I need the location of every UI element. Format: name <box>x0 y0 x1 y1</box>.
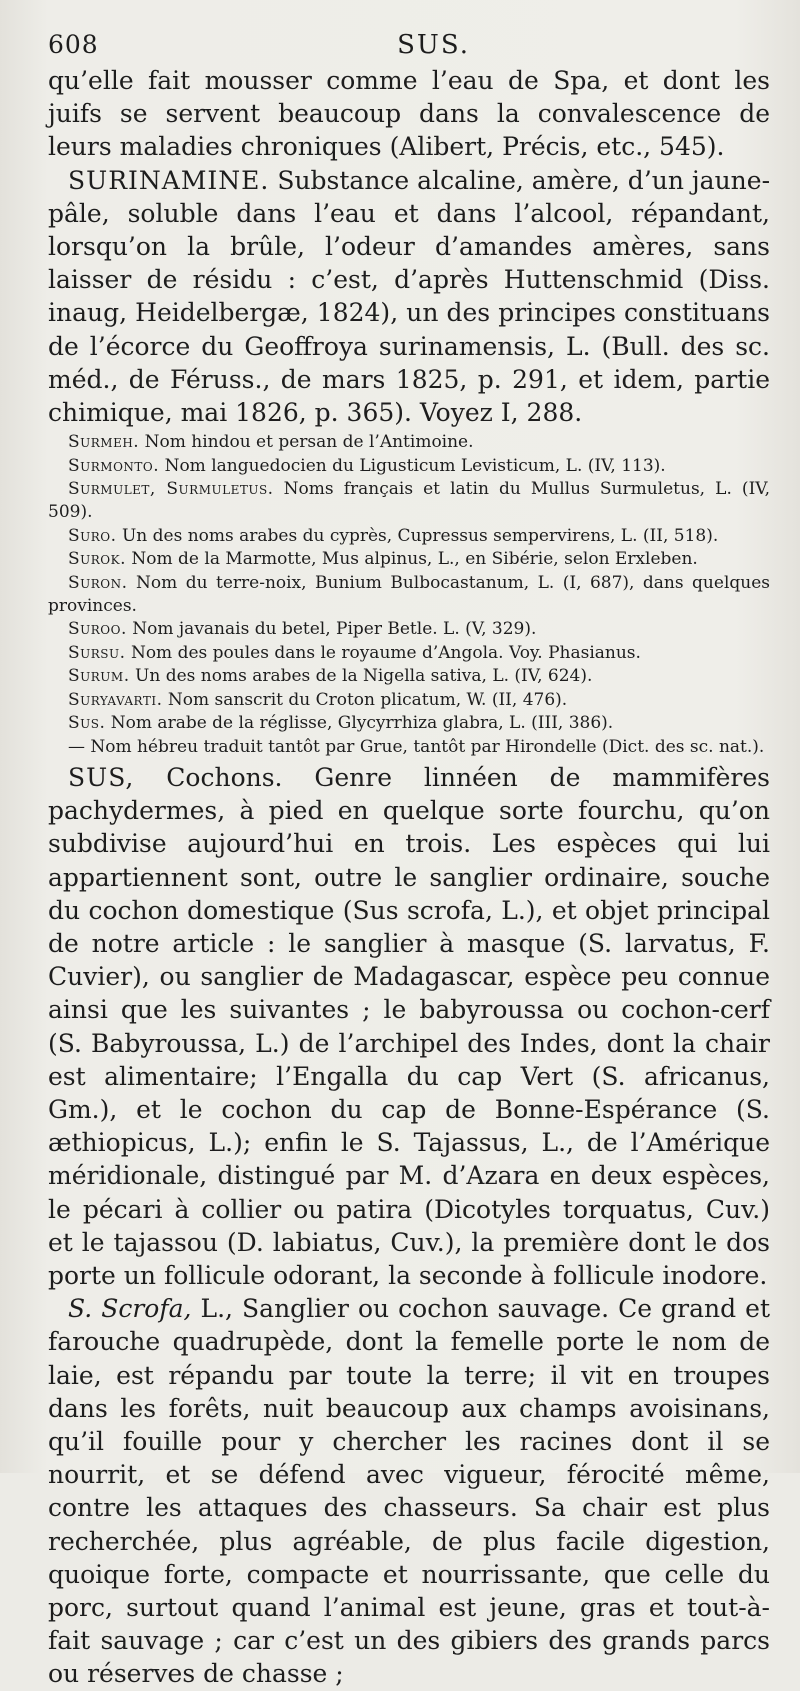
entry-dash: — <box>68 736 85 757</box>
entry-text: Cochons. Genre linnéen de mammifères pachydermes, à pied en quelque sorte fourchu, qu’on subdivise aujourd’hui en trois. Les espèces qui lui appartiennent sont, outre le sanglier ordinaire, souche du cochon domestique (Sus scrofa, L.), et objet principal de notre article : le sanglier à masque (S. larvatus, F. Cuvier), ou sanglier de Madagascar, espèce peu connue ainsi que les suivantes ; le babyroussa ou cochon-cerf (S. Babyroussa, L.) de l’archipel des Indes, dont la chair est alimentaire; l’Engalla du cap Vert (S. africanus, Gm.), et le cochon du cap de Bonne-Espérance (S. æthiopicus, L.); enfin le S. Tajassus, L., de l’Amérique méridionale, distingué par M. d’Azara en deux espèces, le pécari à collier ou patira (Dicotyles torquatus, Cuv.) et le tajassou (D. labiatus, Cuv.), la première dont le dos porte un follicule odorant, la seconde à follicule inodore. <box>48 762 770 1290</box>
entry-headword: Surmulet, Surmuletus. <box>68 479 274 500</box>
entry-headword: Surmonto. <box>68 455 160 476</box>
entry-headword: SUS, <box>68 762 135 792</box>
entry-headword: Suro. <box>68 525 117 546</box>
list-item: Surok. Nom de la Marmotte, Mus alpinus, L., en Sibérie, selon Erxleben. <box>68 549 698 570</box>
running-title: SUS. <box>397 30 470 60</box>
list-item: Suron. Nom du terre-noix, Bunium Bulbocastanum, L. (I, 687), dans quelques provinces. <box>48 572 770 617</box>
entry-headword: Suryavarti. <box>68 689 163 710</box>
list-item: Surmeh. Nom hindou et persan de l’Antimoine. <box>68 432 474 453</box>
list-item: Surmulet, Surmuletus. Noms français et latin du Mullus Surmuletus, L. (IV, 509). <box>48 479 770 523</box>
entry-headword: Sus. <box>68 713 106 734</box>
entry-headword: SURINAMINE. <box>68 165 270 195</box>
entry-headword: Surok. <box>68 549 127 570</box>
short-entries-list <box>48 431 770 759</box>
entry-surinamine <box>48 164 770 430</box>
entry-sus-scrofa <box>48 1292 770 1690</box>
list-item: — Nom hébreu traduit tantôt par Grue, tantôt par Hirondelle (Dict. des sc. nat.). <box>68 736 765 757</box>
entry-headword: Surmeh. <box>68 432 140 453</box>
page-header <box>48 30 770 60</box>
list-item: Sursu. Nom des poules dans le royaume d’Angola. Voy. Phasianus. <box>68 642 641 663</box>
continuation-paragraph: qu’elle fait mousser comme l’eau de Spa, et dont les juifs se servent beaucoup dans la convalescence de leurs maladies chroniques (Alibert, Précis, etc., 545). <box>48 66 770 162</box>
list-item: Suryavarti. Nom sanscrit du Croton plicatum, W. (II, 476). <box>68 689 568 710</box>
entry-headword: S. Scrofa, <box>68 1294 192 1324</box>
list-item: Surmonto. Nom languedocien du Ligusticum Levisticum, L. (IV, 113). <box>68 455 666 476</box>
list-item: Sus. Nom arabe de la réglisse, Glycyrrhiza glabra, L. (III, 386). <box>68 713 614 734</box>
entry-text: Substance alcaline, amère, d’un jaune-pâle, soluble dans l’eau et dans l’alcool, répandant, lorsqu’on la brûle, l’odeur d’amandes amères, sans laisser de résidu : c’est, d’après Huttenschmid (Diss. inaug, Heidelbergæ, 1824), un des principes constituans de l’écorce du Geoffroya surinamensis, L. (Bull. des sc. méd., de Féruss., de mars 1825, p. 291, et idem, partie chimique, mai 1826, p. 365). Voyez I, 288. <box>48 165 771 428</box>
entry-headword: Suroo. <box>68 619 127 640</box>
page-number: 608 <box>48 30 99 59</box>
entry-sus <box>48 761 770 1292</box>
entry-text: L., Sanglier ou cochon sauvage. Ce grand et farouche quadrupède, dont la femelle porte le nom de laie, est répandu par toute la terre; il vit en troupes dans les forêts, nuit beaucoup aux champs avoisinans, qu’il fouille pour y chercher les racines dont il se nourrit, et se défend avec vigueur, férocité même, contre les attaques des chasseurs. Sa chair est plus recherchée, plus agréable, de plus facile digestion, quoique forte, compacte et nourrissante, que celle du porc, surtout quand l’animal est jeune, gras et tout-à-fait sauvage ; car c’est un des gibiers des grands parcs ou réserves de chasse ; <box>48 1294 770 1689</box>
entry-headword: Sursu. <box>68 642 126 663</box>
entry-headword: Surum. <box>68 666 130 687</box>
list-item: Suro. Un des noms arabes du cyprès, Cupressus sempervirens, L. (II, 518). <box>68 525 719 546</box>
entry-headword: Suron. <box>68 572 128 593</box>
list-item: Surum. Un des noms arabes de la Nigella sativa, L. (IV, 624). <box>68 666 593 687</box>
list-item: Suroo. Nom javanais du betel, Piper Betle. L. (V, 329). <box>68 619 537 640</box>
